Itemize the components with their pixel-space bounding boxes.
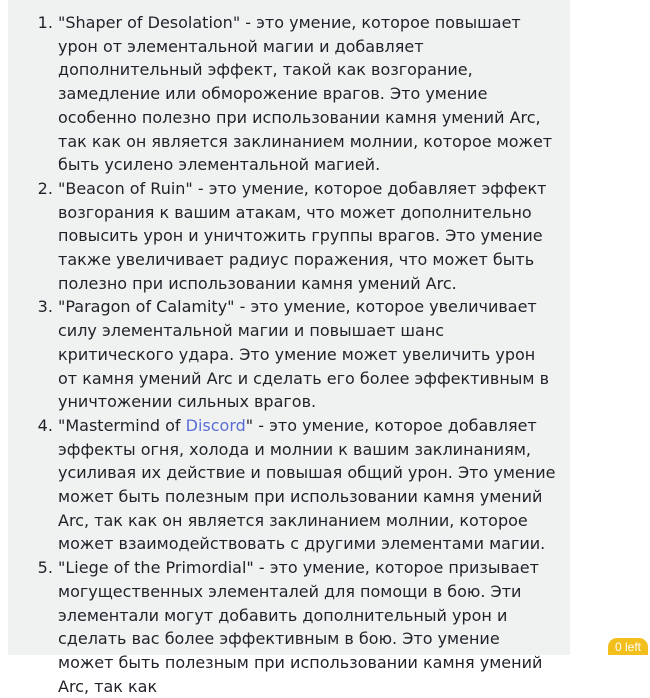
discord-link[interactable]: Discord [185, 415, 246, 435]
item-text: - это умение, которое добавляет эффекты огня, холода и молнии к вашим заклинаниям, усиливая их действие и повышая общий урон. Это умение может быть полезным при использовании камня умений Arc, так как он является заклинанием молнии, которое может взаимодействовать с другими элементами магии. [58, 415, 556, 554]
item-title: "Paragon of Calamity" [58, 297, 235, 317]
list-item [58, 11, 558, 177]
item-title: "Liege of the Primordial" [58, 558, 254, 578]
item-title: "Beacon of Ruin" [58, 178, 193, 198]
item-text: - это умение, которое повышает урон от элементальной магии и добавляет дополнительный эффект, такой как возгорание, замедление или обморожение врагов. Это умение особенно полезно при использовании камня умений Arc, так как он является заклинанием молнии, которое может быть усилено элементальной магией. [58, 13, 553, 175]
item-text: - это умение, которое добавляет эффект возгорания к вашим атакам, что может дополнительно повысить урон и уничтожить группы врагов. Это умение также увеличивает радиус поражения, что может быть полезно при использовании камня умений Arc. [58, 178, 547, 293]
item-text: - это умение, которое увеличивает силу элементальной магии и повышает шанс критического удара. Это умение может увеличить урон от камня умений Arc и сделать его более эффективным в уничтожении сильных врагов. [58, 297, 549, 412]
assistant-message [8, 0, 570, 696]
item-title-prefix: "Mastermind of [58, 415, 186, 435]
perk-list [18, 11, 558, 698]
item-title: "Shaper of Desolation" [58, 13, 241, 32]
list-item [58, 556, 558, 698]
remaining-count-badge: 0 left [608, 638, 648, 655]
item-title-suffix: " [245, 415, 254, 435]
list-item [58, 177, 558, 296]
list-item [58, 295, 558, 414]
item-text: - это умение, которое призывает могущественных элементалей для помощи в бою. Эти элементали могут добавить дополнительный урон и сделать вас более эффективным в бою. Это умение может быть полезным при использовании камня умений Arc, так как [58, 558, 543, 696]
list-item [58, 414, 558, 556]
